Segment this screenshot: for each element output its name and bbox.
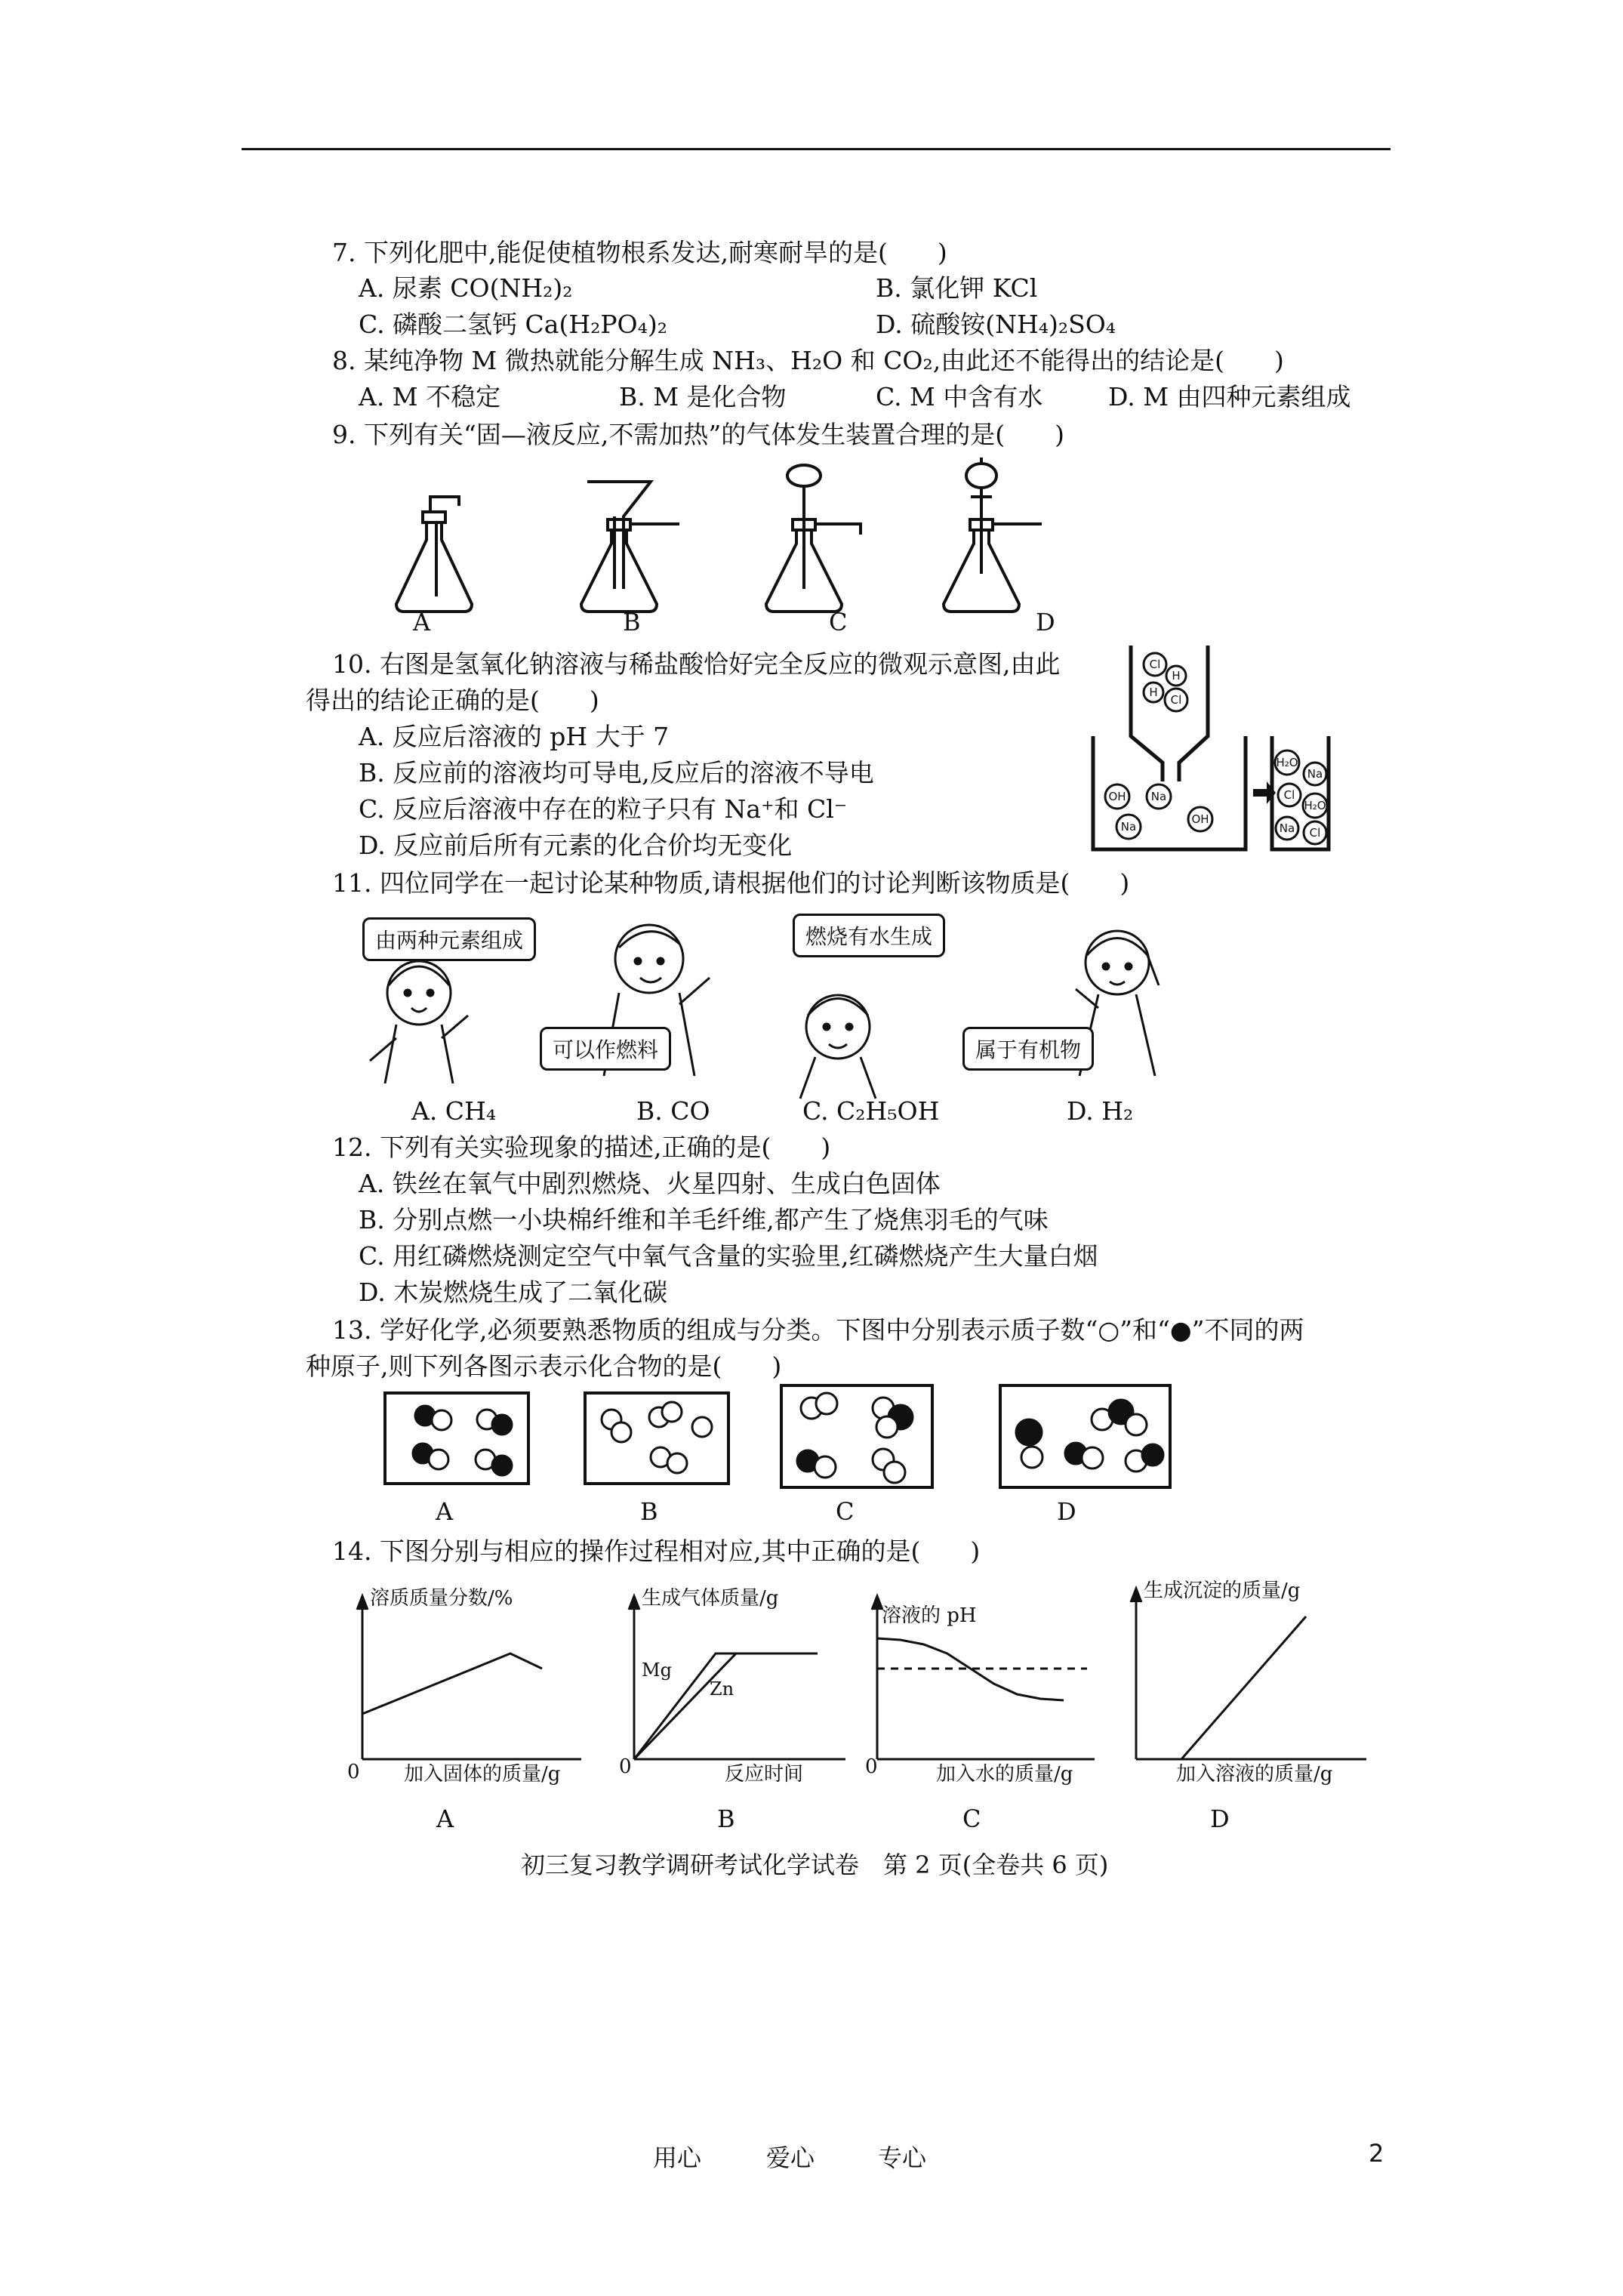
q10-option-b: B. 反应前的溶液均可导电,反应后的溶液不导电 [359, 758, 874, 787]
q11-bubble-2: 可以作燃料 [540, 1027, 671, 1071]
q9-label-b: B [623, 608, 641, 636]
q13-label-b: B [640, 1497, 658, 1526]
q11-stem: 11. 四位同学在一起讨论某种物质,请根据他们的讨论判断该物质是( ) [332, 868, 1130, 898]
funnel-ion-3: H [1149, 686, 1158, 699]
after-ion-1: H₂O [1276, 756, 1298, 769]
chart-a-xlabel: 加入固体的质量/g [404, 1763, 561, 1786]
before-ion-1: OH [1108, 790, 1126, 803]
q7-option-c: C. 磷酸二氢钙 Ca(H₂PO₄)₂ [359, 310, 667, 339]
before-ion-3: Na [1120, 820, 1137, 834]
chart-b-series-label-mg: Mg [642, 1660, 672, 1681]
chart-c-origin: 0 [865, 1755, 878, 1778]
after-ion-3: Cl [1283, 788, 1295, 802]
chart-b-xlabel: 反应时间 [725, 1763, 804, 1786]
q9-apparatus-figures [393, 453, 1147, 627]
before-ion-2: Na [1150, 790, 1167, 803]
chart-c [861, 1578, 1110, 1786]
q12-option-d: D. 木炭燃烧生成了二氧化碳 [359, 1277, 668, 1307]
q11-bubble-3: 燃烧有水生成 [793, 914, 945, 957]
chart-b-origin: 0 [619, 1755, 632, 1778]
q10-option-d: D. 反应前后所有元素的化合价均无变化 [359, 831, 793, 860]
q12-option-a: A. 铁丝在氧气中剧烈燃烧、火星四射、生成白色固体 [359, 1169, 941, 1198]
q13-stem-line1: 13. 学好化学,必须要熟悉物质的组成与分类。下图中分别表示质子数“○”和“●”不同的两 [332, 1315, 1304, 1345]
q11-option-b: B. CO [636, 1096, 710, 1126]
chart-c-xlabel: 加入水的质量/g [936, 1763, 1073, 1786]
q10-stem-line2: 得出的结论正确的是( ) [306, 686, 599, 715]
q7-option-d: D. 硫酸铵(NH₄)₂SO₄ [876, 310, 1116, 339]
q11-bubble-1: 由两种元素组成 [362, 917, 536, 961]
q8-stem: 8. 某纯净物 M 微热就能分解生成 NH₃、H₂O 和 CO₂,由此还不能得出的结论是( ) [332, 346, 1284, 375]
q7-stem: 7. 下列化肥中,能促使植物根系发达,耐寒耐旱的是( ) [332, 238, 947, 267]
chart-c-ylabel: 溶液的 pH [882, 1604, 977, 1627]
motto-1: 用心 [653, 2143, 702, 2172]
q10-option-a: A. 反应后溶液的 pH 大于 7 [359, 722, 670, 751]
q10-micro-diagram [1087, 638, 1336, 857]
funnel-ion-4: Cl [1170, 693, 1182, 707]
q8-option-c: C. M 中含有水 [876, 382, 1043, 411]
chart-c-panel-label: C [962, 1804, 981, 1833]
q7-option-b: B. 氯化钾 KCl [876, 273, 1038, 303]
q11-option-c: C. C₂H₅OH [802, 1096, 940, 1126]
q12-stem: 12. 下列有关实验现象的描述,正确的是( ) [332, 1133, 831, 1162]
chart-d-panel-label: D [1210, 1804, 1230, 1833]
chart-a [332, 1578, 596, 1786]
q11-option-d: D. H₂ [1067, 1096, 1134, 1126]
after-ion-2: Na [1307, 767, 1323, 781]
chart-a-origin: 0 [347, 1761, 360, 1783]
chart-a-panel-label: A [436, 1804, 454, 1833]
chart-b-panel-label: B [717, 1804, 735, 1833]
funnel-ion-2: H [1172, 669, 1181, 683]
q11-bubble-4: 属于有机物 [962, 1027, 1094, 1071]
q9-label-c: C [829, 608, 848, 636]
motto-3: 专心 [878, 2143, 927, 2172]
after-ion-4: H₂O [1304, 799, 1326, 812]
after-ion-5: Na [1279, 821, 1295, 835]
chart-b [619, 1578, 868, 1786]
q13-particle-boxes [381, 1385, 1189, 1506]
top-rule [242, 148, 1390, 150]
chart-d-line [1181, 1616, 1306, 1759]
q10-stem-line1: 10. 右图是氢氧化钠溶液与稀盐酸恰好完全反应的微观示意图,由此 [332, 649, 1061, 679]
q14-stem: 14. 下图分别与相应的操作过程相对应,其中正确的是( ) [332, 1536, 981, 1566]
motto-2: 爱心 [766, 2143, 815, 2172]
chart-a-ylabel: 溶质质量分数/% [370, 1587, 513, 1610]
q9-stem: 9. 下列有关“固—液反应,不需加热”的气体发生装置合理的是( ) [332, 420, 1064, 449]
q7-option-a: A. 尿素 CO(NH₂)₂ [359, 273, 573, 303]
q11-option-a: A. CH₄ [411, 1096, 497, 1126]
chart-d-ylabel: 生成沉淀的质量/g [1144, 1579, 1301, 1602]
chart-d [1125, 1570, 1374, 1786]
q12-option-b: B. 分别点燃一小块棉纤维和羊毛纤维,都产生了烧焦羽毛的气味 [359, 1205, 1049, 1234]
q13-label-d: D [1057, 1497, 1076, 1526]
q13-label-c: C [836, 1497, 855, 1526]
chart-b-series-label-zn: Zn [710, 1678, 735, 1700]
q12-option-c: C. 用红磷燃烧测定空气中氧气含量的实验里,红磷燃烧产生大量白烟 [359, 1241, 1098, 1271]
chart-b-ylabel: 生成气体质量/g [642, 1587, 779, 1610]
before-ion-4: OH [1191, 812, 1209, 826]
q13-label-a: A [436, 1497, 454, 1526]
exam-footer-line: 初三复习教学调研考试化学试卷 第 2 页(全卷共 6 页) [521, 1851, 1109, 1879]
q8-option-b: B. M 是化合物 [619, 382, 787, 411]
q13-stem-line2: 种原子,则下列各图示表示化合物的是( ) [306, 1351, 782, 1381]
funnel-ion-1: Cl [1149, 658, 1161, 671]
chart-d-xlabel: 加入溶液的质量/g [1176, 1763, 1333, 1786]
chart-a-line [362, 1653, 542, 1714]
q8-option-a: A. M 不稳定 [359, 382, 501, 411]
q9-label-d: D [1036, 608, 1055, 636]
q10-option-c: C. 反应后溶液中存在的粒子只有 Na⁺和 Cl⁻ [359, 794, 848, 824]
page-number: 2 [1369, 2139, 1384, 2168]
after-ion-6: Cl [1309, 826, 1321, 840]
q8-option-d: D. M 由四种元素组成 [1108, 382, 1351, 411]
q9-label-a: A [413, 608, 431, 636]
